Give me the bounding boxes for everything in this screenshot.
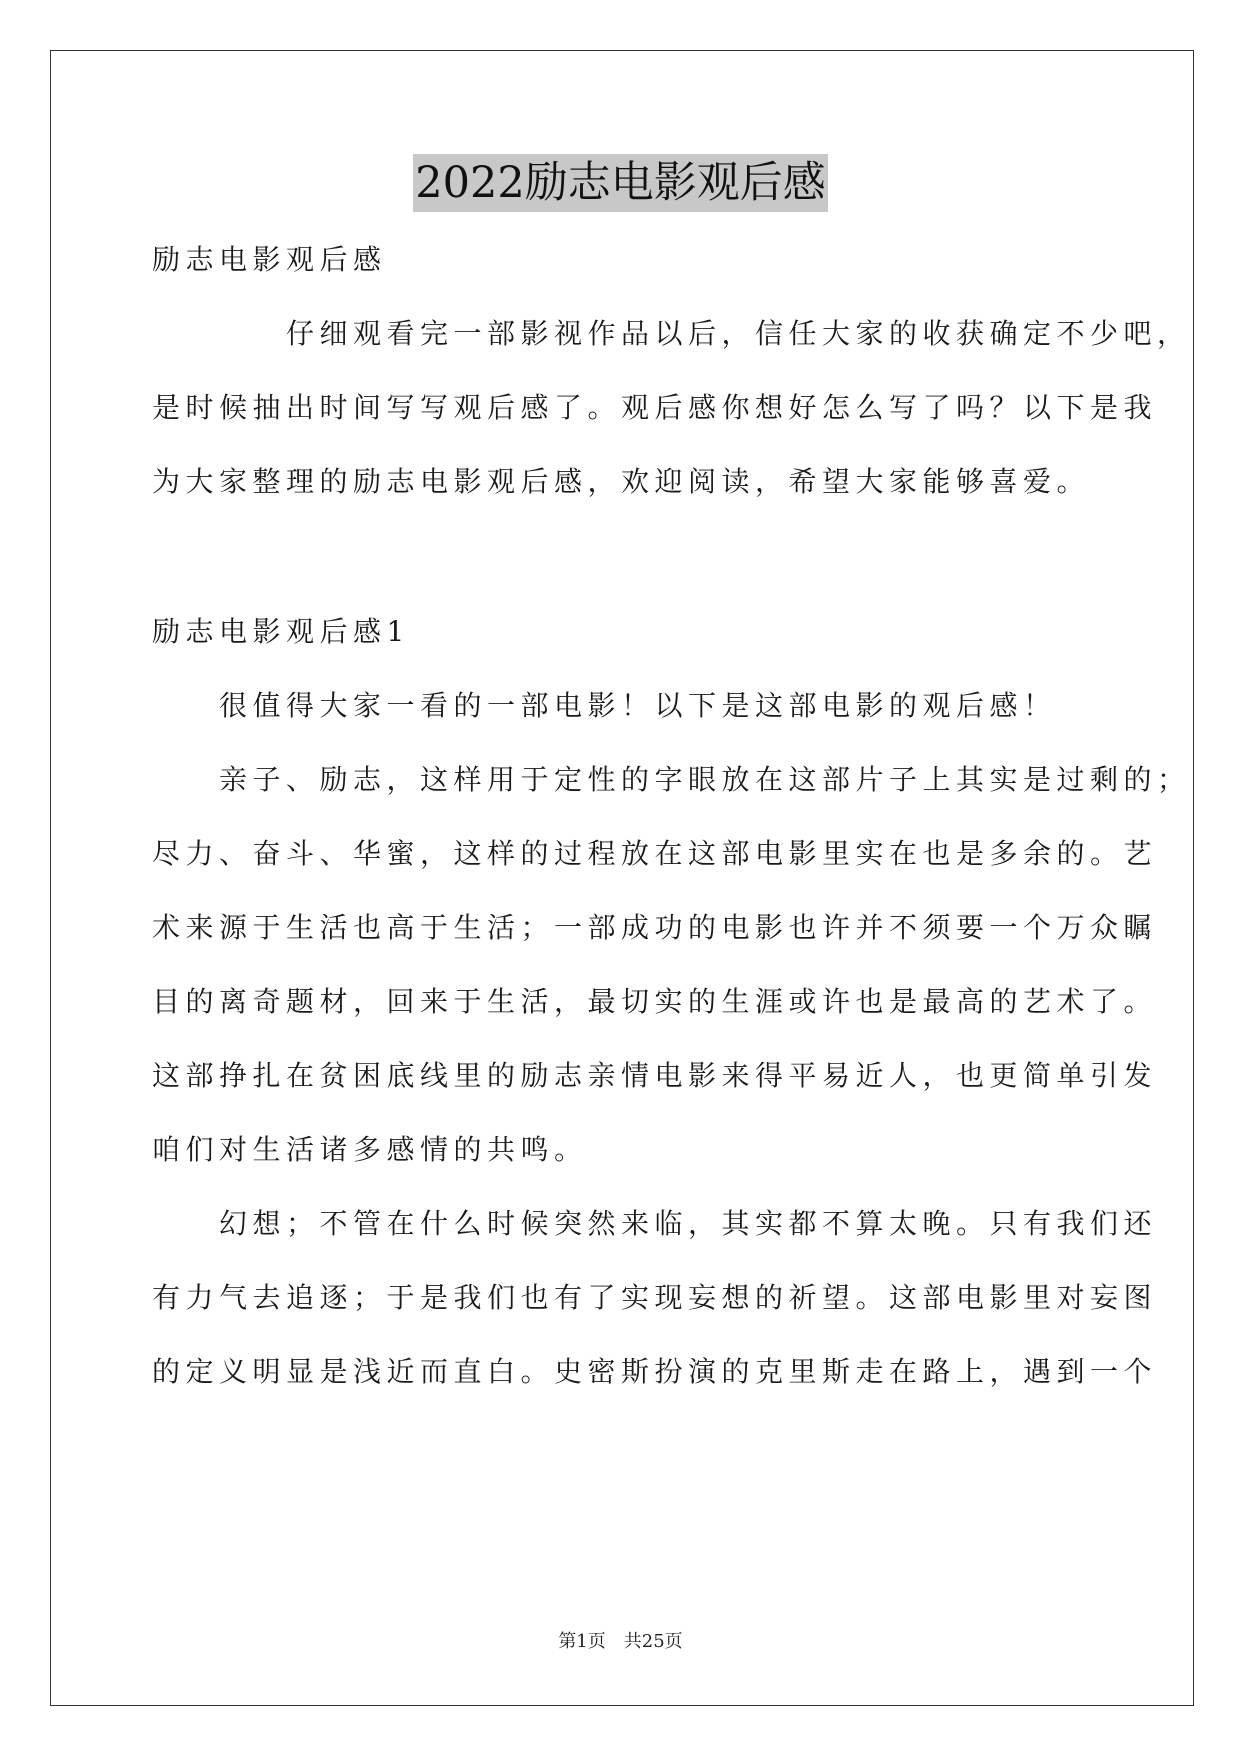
section-heading: 励志电影观后感1 xyxy=(152,615,410,648)
paragraph-line: 术来源于生活也高于生活；一部成功的电影也许并不须要一个万众瞩 xyxy=(152,911,1158,944)
document-title: 2022励志电影观后感 xyxy=(413,154,827,212)
paragraph-line: 很值得大家一看的一部电影！以下是这部电影的观后感！ xyxy=(152,689,1057,722)
section-heading: 励志电影观后感 xyxy=(152,243,387,276)
paragraph-line: 幻想；不管在什么时候突然来临，其实都不算太晚。只有我们还 xyxy=(152,1207,1158,1240)
paragraph-line: 是时候抽出时间写写观后感了。观后感你想好怎么写了吗？以下是我 xyxy=(152,391,1158,424)
page-number: 第1页 共25页 xyxy=(558,1631,683,1652)
paragraph-line: 有力气去追逐；于是我们也有了实现妄想的祈望。这部电影里对妄图 xyxy=(152,1281,1158,1314)
paragraph-line: 这部挣扎在贫困底线里的励志亲情电影来得平易近人，也更简单引发 xyxy=(152,1059,1158,1092)
paragraph-line: 咱们对生活诸多感情的共鸣。 xyxy=(152,1133,588,1166)
page-footer xyxy=(0,1630,1241,1654)
paragraph-line: 亲子、励志，这样用于定性的字眼放在这部片子上其实是过剩的； xyxy=(152,763,1191,796)
paragraph-line: 尽力、奋斗、华蜜，这样的过程放在这部电影里实在也是多余的。艺 xyxy=(152,837,1158,870)
paragraph-line: 目的离奇题材，回来于生活，最切实的生涯或许也是最高的艺术了。 xyxy=(152,985,1158,1018)
paragraph-line: 仔细观看完一部影视作品以后，信任大家的收获确定不少吧， xyxy=(152,317,1191,350)
paragraph-line: 为大家整理的励志电影观后感，欢迎阅读，希望大家能够喜爱。 xyxy=(152,465,1091,498)
page-border xyxy=(50,50,1194,1706)
title-container xyxy=(0,154,1241,212)
paragraph-line: 的定义明显是浅近而直白。史密斯扮演的克里斯走在路上，遇到一个 xyxy=(152,1355,1158,1388)
